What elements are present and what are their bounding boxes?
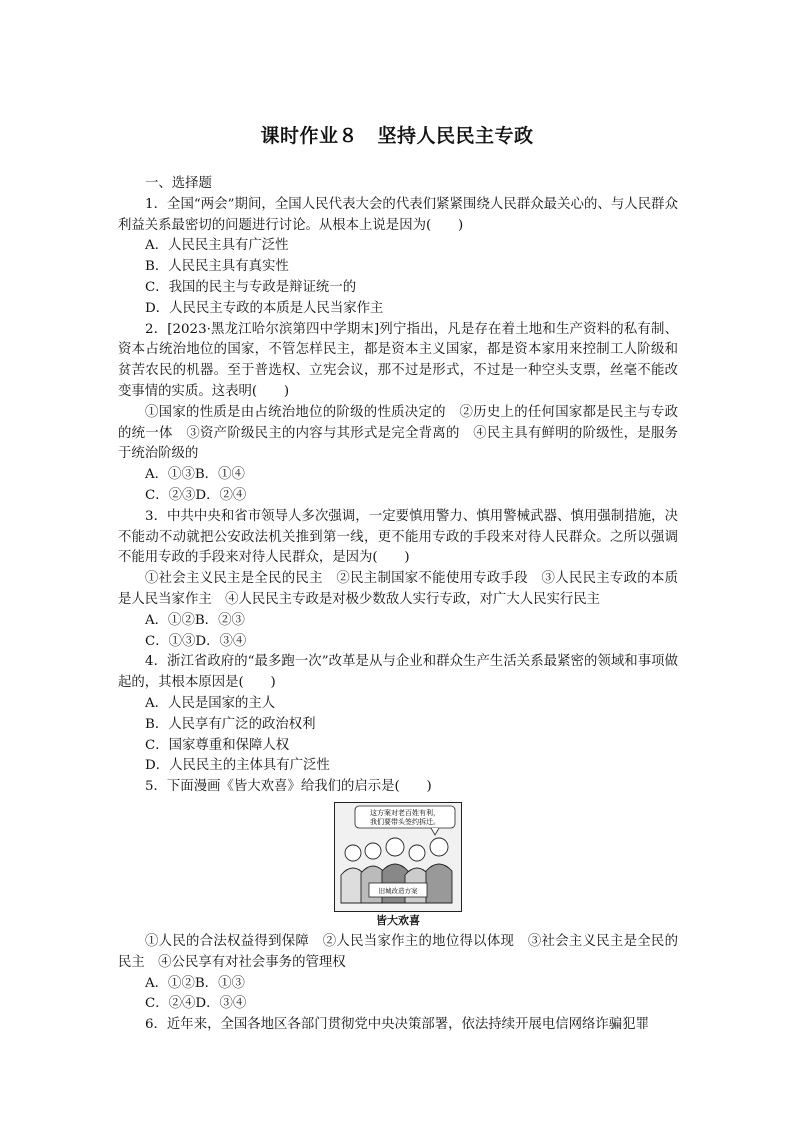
question-3-options-cd: C．①③D．③④ [145,633,247,649]
question-6-stem: 6．近年来，全国各地区各部门贯彻党中央决策部署，依法持续开展电信网络诈骗犯罪 [145,1017,649,1033]
section-heading: 一、选择题 [145,176,212,191]
cartoon-figure [118,802,678,928]
question-5-statements: ①人民的合法权益得到保障 ②人民当家作主的地位得以体现 ③社会主义民主是全民的民主 ④公民享有对社会事务的管理权 [118,933,678,970]
bubble-line-2: 我们要带头签约拆迁。 [370,817,440,826]
question-1-option-a: A．人民民主具有广泛性 [145,238,289,254]
question-4-stem: 4．浙江省政府的“最多跑一次”改革是从与企业和群众生产生活关系最紧密的领域和事项做起的，其根本原因是( ) [118,654,678,691]
question-5-options-cd: C．②④D．③④ [145,996,247,1012]
cartoon-drawing [335,803,461,911]
question-5-options-ab: A．①②B．①③ [145,975,245,991]
question-4-option-b: B．人民享有广泛的政治权利 [145,716,316,732]
question-3-stem: 3．中共中央和省市领导人多次强调，一定要慎用警力、慎用警械武器、慎用强制措施，决不能动不动就把公安政法机关推到第一线，更不能用专政的手段来对待人民群众。之所以强调不能用专政的手段来对待人民群众，是因为( ) [118,508,678,566]
question-4-option-c: C．国家尊重和保障人权 [145,737,290,753]
question-1-option-c: C．我国的民主与专政是辩证统一的 [145,279,357,295]
cartoon-image [334,802,462,912]
figure-caption: 皆大欢喜 [376,913,420,927]
bubble-line-1: 这方案对老百姓有利， [370,808,440,817]
page-title: 课时作业８ 坚持人民民主专政 [260,125,534,147]
question-2-statements: ①国家的性质是由占统治地位的阶级的性质决定的 ②历史上的任何国家都是民主与专政的统一体 ③资产阶级民主的内容与其形式是完全背离的 ④民主具有鲜明的阶级性，是服务于统治阶级的 [118,404,678,462]
question-4-option-a: A．人民是国家的主人 [145,695,276,711]
question-3-options-ab: A．①②B．②③ [145,612,245,628]
question-5-stem: 5．下面漫画《皆大欢喜》给我们的启示是( ) [145,779,432,795]
question-1-stem: 1．全国“两会”期间，全国人民代表大会的代表们紧紧围绕人民群众最关心的、与人民群众利益关系最密切的问题进行讨论。从根本上说是因为( ) [118,196,678,233]
exercise-content [118,174,678,1036]
question-3-statements: ①社会主义民主是全民的民主 ②民主制国家不能使用专政手段 ③人民民主专政的本质是人民当家作主 ④人民民主专政是对极少数敌人实行专政，对广大人民实行民主 [118,571,678,607]
question-2-stem: 2．[2023·黑龙江哈尔滨第四中学期末]列宁指出，凡是存在着土地和生产资料的私有制、资本占统治地位的国家，不管怎样民主，都是资本主义国家，都是资本家用来控制工人阶级和贫苦农民的机器。至于普选权、立宪会议，那不过是形式，不过是一种空头支票，丝毫不能改变事情的实质。这表明( ) [118,321,678,399]
question-1-option-d: D．人民民主专政的本质是人民当家作主 [145,300,384,316]
sign-text: 旧城改造方案 [378,886,418,895]
question-1-option-b: B．人民民主具有真实性 [145,259,289,275]
question-2-options-ab: A．①③B．①④ [145,467,245,483]
question-4-option-d: D．人民民主的主体具有广泛性 [145,758,330,774]
question-2-options-cd: C．②③D．②④ [145,487,247,503]
